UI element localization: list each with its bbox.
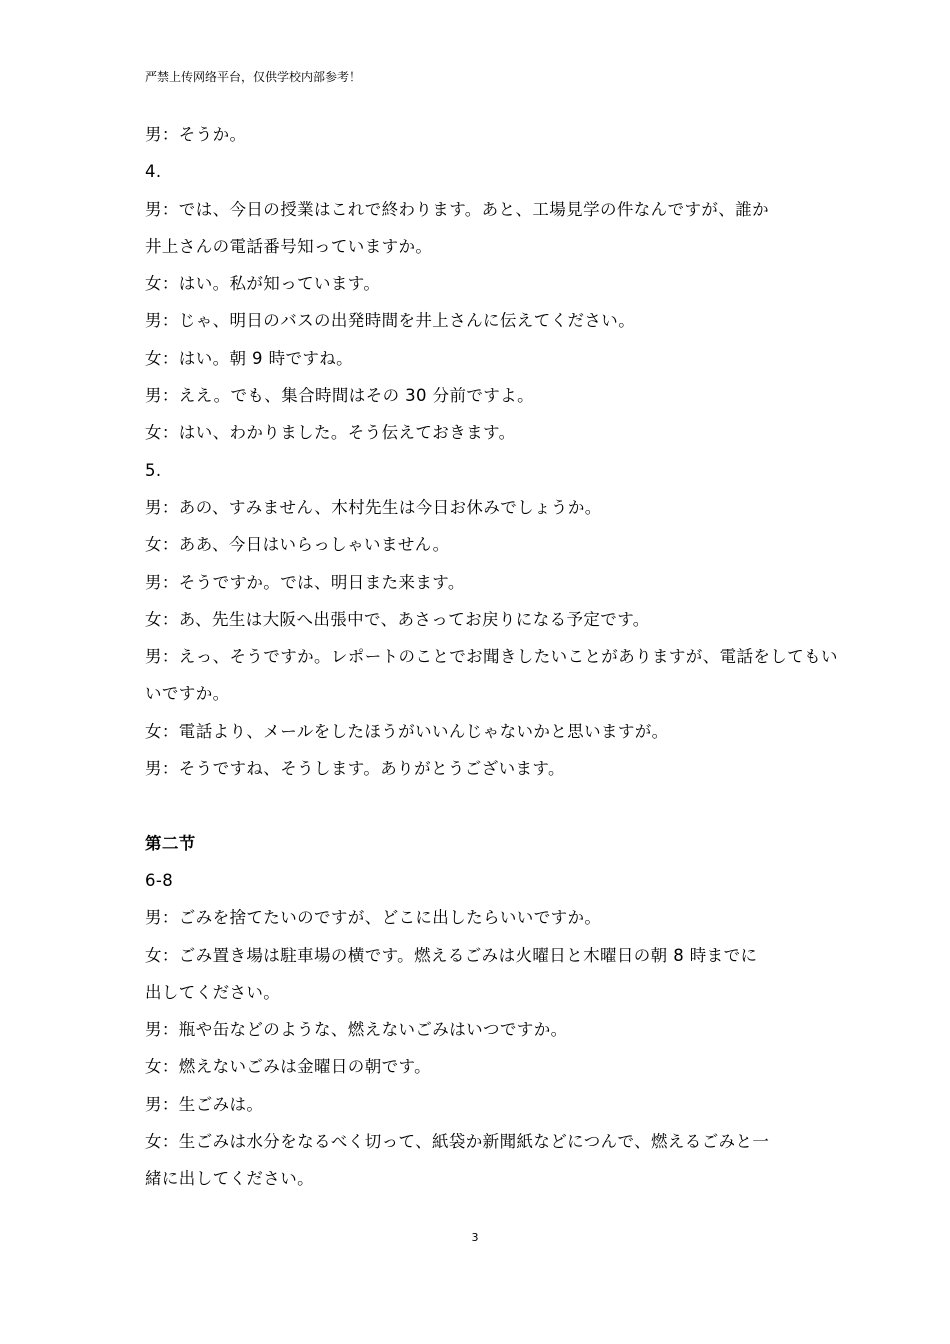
dialogue-line: 男：生ごみは。 xyxy=(145,1094,264,1114)
dialogue-line: 女：ああ、今日はいらっしゃいません。 xyxy=(145,535,450,555)
dialogue-line: 男：瓶や缶などのような、燃えないごみはいつですか。 xyxy=(145,1020,568,1040)
dialogue-line: 男：そうですか。では、明日また来ます。 xyxy=(145,572,465,592)
page-number: 3 xyxy=(471,1231,479,1244)
question-number: 4. xyxy=(145,162,162,182)
dialogue-line: 男：あの、すみません、木村先生は今日お休みでしょうか。 xyxy=(145,497,602,517)
header-notice: 严禁上传网络平台，仅供学校内部参考！ xyxy=(145,70,362,84)
dialogue-line-continuation: いですか。 xyxy=(145,684,230,704)
dialogue-line: 男：そうか。 xyxy=(145,125,247,144)
dialogue-line-continuation: 緒に出してください。 xyxy=(145,1169,314,1189)
dialogue-line: 男：じゃ、明日のバスの出発時間を井上さんに伝えてください。 xyxy=(145,311,636,331)
document-body xyxy=(145,116,838,1198)
dialogue-line: 女：生ごみは水分をなるべく切って、紙袋か新聞紙などにつんで、燃えるごみと一 xyxy=(145,1132,770,1152)
dialogue-line: 女：はい。私が知っています。 xyxy=(145,274,381,294)
dialogue-line: 男：ええ。でも、集合時間はその 30 分前ですよ。 xyxy=(145,386,534,406)
section-heading: 第二节 xyxy=(145,833,196,853)
question-range: 6-8 xyxy=(145,870,174,890)
dialogue-line: 女：はい。朝 9 時ですね。 xyxy=(145,348,354,368)
dialogue-line-continuation: 井上さんの電話番号知っていますか。 xyxy=(145,236,433,256)
dialogue-line: 女：はい、わかりました。そう伝えておきます。 xyxy=(145,423,516,443)
dialogue-line: 女：燃えないごみは金曜日の朝です。 xyxy=(145,1057,431,1077)
dialogue-line: 男：ごみを捨てたいのですが、どこに出したらいいですか。 xyxy=(145,908,602,928)
dialogue-line: 男：そうですね、そうします。ありがとうございます。 xyxy=(145,759,565,779)
dialogue-line: 女：電話より、メールをしたほうがいいんじゃないかと思いますが。 xyxy=(145,721,669,741)
dialogue-line: 女：あ、先生は大阪へ出張中で、あさってお戻りになる予定です。 xyxy=(145,609,650,629)
section-gap xyxy=(145,787,810,824)
dialogue-line: 女：ごみ置き場は駐車場の横です。燃えるごみは火曜日と木曜日の朝 8 時までに xyxy=(145,945,758,965)
dialogue-line-continuation: 出してください。 xyxy=(145,982,281,1002)
question-number: 5. xyxy=(145,460,162,480)
dialogue-line: 男：では、今日の授業はこれで終わります。あと、工場見学の件なんですが、誰か xyxy=(145,199,769,219)
dialogue-line: 男：えっ、そうですか。レポートのことでお聞きしたいことがありますが、電話をしてもい xyxy=(145,647,838,667)
